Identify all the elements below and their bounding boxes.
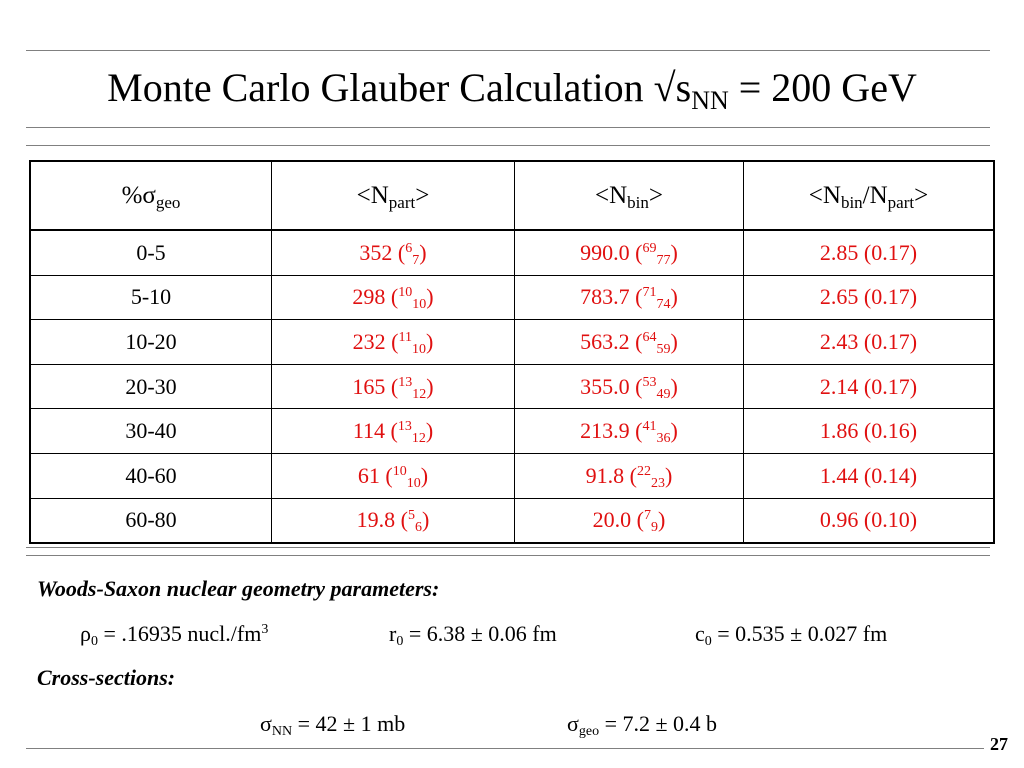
slide-title: Monte Carlo Glauber Calculation $√s_{NN} = 200$ GeV: [107, 65, 917, 115]
centrality-cell: 40-60: [30, 453, 272, 498]
rho0-param: $\rho_0 = .16935$ $nucl./fm^3$: [80, 621, 269, 649]
npart-cell: 298 ($^{10}_{10}$): [272, 275, 515, 320]
centrality-cell: 20-30: [30, 364, 272, 409]
title-rule-1: [26, 127, 990, 128]
table-bottom-rule-1: [26, 547, 990, 548]
ratio-cell: 2.85 (0.17): [744, 230, 995, 275]
c0-param: $c_0 = 0.535 \pm 0.027$ fm: [695, 621, 888, 649]
top-rule: [26, 50, 990, 51]
nbin-cell: 213.9 ($^{41}_{36}$): [515, 409, 744, 454]
npart-cell: 114 ($^{13}_{12}$): [272, 409, 515, 454]
ratio-cell: 2.43 (0.17): [744, 320, 995, 365]
table-row: [30, 230, 994, 275]
r0-param: $r_0 = 6.38 \pm 0.06$ fm: [389, 621, 557, 649]
centrality-cell: 0-5: [30, 230, 272, 275]
title-rule-2: [26, 145, 990, 146]
centrality-cell: 10-20: [30, 320, 272, 365]
glauber-table: [29, 160, 995, 544]
sigma-nn-param: $\sigma_{NN} = 42 \pm 1$ mb: [260, 711, 406, 739]
ratio-cell: 1.86 (0.16): [744, 409, 995, 454]
table-row: [30, 409, 994, 454]
nbin-cell: 20.0 ($^7_9$): [515, 498, 744, 543]
ratio-cell: 2.65 (0.17): [744, 275, 995, 320]
nbin-cell: 783.7 ($^{71}_{74}$): [515, 275, 744, 320]
ratio-cell: 1.44 (0.14): [744, 453, 995, 498]
table-row: [30, 453, 994, 498]
ratio-cell: 2.14 (0.17): [744, 364, 995, 409]
cross-sections-heading: Cross-sections:: [37, 665, 176, 690]
woods-saxon-heading: Woods-Saxon nuclear geometry parameters:: [37, 576, 440, 601]
npart-cell: 61 ($^{10}_{10}$): [272, 453, 515, 498]
nbin-cell: 990.0 ($^{69}_{77}$): [515, 230, 744, 275]
table-row: [30, 498, 994, 543]
footer-rule: [26, 748, 984, 749]
header-npart: $<N_{part}>$: [272, 161, 515, 230]
npart-cell: 352 ($^6_7$): [272, 230, 515, 275]
sigma-geo-param: $\sigma_{geo} = 7.2 \pm 0.4$ b: [567, 711, 718, 739]
table-bottom-rule-2: [26, 555, 990, 556]
nbin-cell: 563.2 ($^{64}_{59}$): [515, 320, 744, 365]
table-header-row: [30, 161, 994, 230]
table-row: [30, 364, 994, 409]
ratio-cell: 0.96 (0.10): [744, 498, 995, 543]
nbin-cell: 91.8 ($^{22}_{23}$): [515, 453, 744, 498]
centrality-cell: 60-80: [30, 498, 272, 543]
npart-cell: 232 ($^{11}_{10}$): [272, 320, 515, 365]
table-row: [30, 275, 994, 320]
header-nbin: $<N_{bin}>$: [515, 161, 744, 230]
header-sigma-geo: $\%\sigma_{geo}$: [30, 161, 272, 230]
table-body: [30, 230, 994, 543]
centrality-cell: 5-10: [30, 275, 272, 320]
npart-cell: 165 ($^{13}_{12}$): [272, 364, 515, 409]
centrality-cell: 30-40: [30, 409, 272, 454]
nbin-cell: 355.0 ($^{53}_{49}$): [515, 364, 744, 409]
table-row: [30, 320, 994, 365]
page-number: 27: [990, 734, 1008, 754]
npart-cell: 19.8 ($^5_6$): [272, 498, 515, 543]
header-nbin-npart: $<N_{bin}/N_{part}>$: [744, 161, 995, 230]
